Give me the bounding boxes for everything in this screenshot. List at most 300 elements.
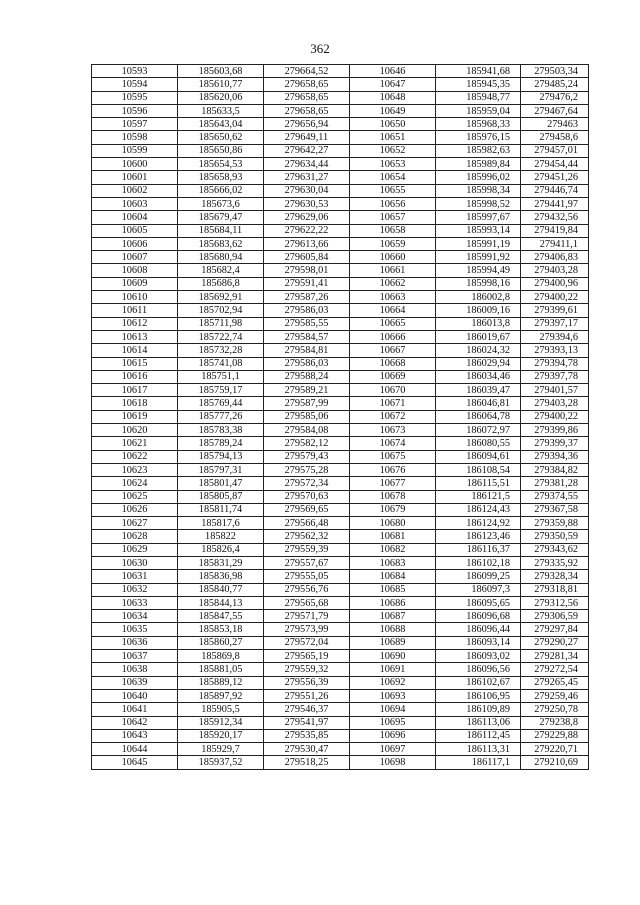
point-number-cell: 10594 [92,78,178,91]
y-coordinate-cell: 279605,84 [264,251,350,264]
y-coordinate-cell: 279556,76 [264,583,350,596]
x-coordinate-cell: 185991,19 [436,237,521,250]
point-number-cell: 10697 [350,743,436,756]
x-coordinate-cell: 185769,44 [178,397,264,410]
table-row [92,330,589,343]
x-coordinate-cell: 185692,91 [178,291,264,304]
y-coordinate-cell: 279350,59 [521,530,589,543]
x-coordinate-cell: 186099,25 [436,570,521,583]
x-coordinate-cell: 185722,74 [178,330,264,343]
point-number-cell: 10670 [350,384,436,397]
page-number: 362 [310,41,330,56]
table-row [92,729,589,742]
x-coordinate-cell: 185801,47 [178,477,264,490]
y-coordinate-cell: 279359,88 [521,517,589,530]
x-coordinate-cell: 185673,6 [178,197,264,210]
table-row [92,410,589,423]
x-coordinate-cell: 185948,77 [436,91,521,104]
point-number-cell: 10641 [92,703,178,716]
y-coordinate-cell: 279535,85 [264,729,350,742]
point-number-cell: 10659 [350,237,436,250]
table-row [92,277,589,290]
y-coordinate-cell: 279565,68 [264,596,350,609]
x-coordinate-cell: 186039,47 [436,384,521,397]
x-coordinate-cell: 186102,18 [436,556,521,569]
x-coordinate-cell: 186117,1 [436,756,521,769]
point-number-cell: 10660 [350,251,436,264]
coordinates-table-body [92,65,589,770]
point-number-cell: 10607 [92,251,178,264]
x-coordinate-cell: 185683,62 [178,237,264,250]
point-number-cell: 10612 [92,317,178,330]
table-row [92,424,589,437]
point-number-cell: 10685 [350,583,436,596]
table-row [92,703,589,716]
y-coordinate-cell: 279664,52 [264,65,350,78]
point-number-cell: 10639 [92,676,178,689]
point-number-cell: 10593 [92,65,178,78]
table-row [92,610,589,623]
point-number-cell: 10614 [92,344,178,357]
x-coordinate-cell: 185811,74 [178,503,264,516]
x-coordinate-cell: 185702,94 [178,304,264,317]
y-coordinate-cell: 279569,65 [264,503,350,516]
point-number-cell: 10642 [92,716,178,729]
y-coordinate-cell: 279210,69 [521,756,589,769]
table-row [92,570,589,583]
x-coordinate-cell: 186106,95 [436,689,521,702]
point-number-cell: 10674 [350,437,436,450]
x-coordinate-cell: 185998,16 [436,277,521,290]
table-row [92,689,589,702]
table-row [92,756,589,769]
y-coordinate-cell: 279335,92 [521,556,589,569]
table-row [92,317,589,330]
y-coordinate-cell: 279551,26 [264,689,350,702]
table-row [92,251,589,264]
x-coordinate-cell: 185682,4 [178,264,264,277]
table-row [92,158,589,171]
table-row [92,530,589,543]
y-coordinate-cell: 279446,74 [521,184,589,197]
x-coordinate-cell: 185912,34 [178,716,264,729]
y-coordinate-cell: 279630,04 [264,184,350,197]
table-row [92,663,589,676]
x-coordinate-cell: 185989,84 [436,158,521,171]
y-coordinate-cell: 279250,78 [521,703,589,716]
point-number-cell: 10654 [350,171,436,184]
x-coordinate-cell: 185847,55 [178,610,264,623]
x-coordinate-cell: 185993,14 [436,224,521,237]
point-number-cell: 10634 [92,610,178,623]
y-coordinate-cell: 279566,48 [264,517,350,530]
point-number-cell: 10696 [350,729,436,742]
y-coordinate-cell: 279451,26 [521,171,589,184]
x-coordinate-cell: 185929,7 [178,743,264,756]
y-coordinate-cell: 279589,21 [264,384,350,397]
y-coordinate-cell: 279406,83 [521,251,589,264]
x-coordinate-cell: 185994,49 [436,264,521,277]
point-number-cell: 10602 [92,184,178,197]
x-coordinate-cell: 186113,31 [436,743,521,756]
x-coordinate-cell: 186123,46 [436,530,521,543]
point-number-cell: 10683 [350,556,436,569]
point-number-cell: 10598 [92,131,178,144]
x-coordinate-cell: 186094,61 [436,450,521,463]
x-coordinate-cell: 185783,38 [178,424,264,437]
x-coordinate-cell: 186093,14 [436,636,521,649]
table-row [92,78,589,91]
table-row [92,184,589,197]
point-number-cell: 10693 [350,689,436,702]
point-number-cell: 10689 [350,636,436,649]
point-number-cell: 10611 [92,304,178,317]
y-coordinate-cell: 279399,61 [521,304,589,317]
x-coordinate-cell: 186096,44 [436,623,521,636]
point-number-cell: 10688 [350,623,436,636]
point-number-cell: 10671 [350,397,436,410]
x-coordinate-cell: 186034,46 [436,370,521,383]
table-row [92,304,589,317]
y-coordinate-cell: 279658,65 [264,104,350,117]
point-number-cell: 10627 [92,517,178,530]
x-coordinate-cell: 185853,18 [178,623,264,636]
point-number-cell: 10684 [350,570,436,583]
x-coordinate-cell: 186097,3 [436,583,521,596]
y-coordinate-cell: 279586,03 [264,304,350,317]
point-number-cell: 10630 [92,556,178,569]
x-coordinate-cell: 185797,31 [178,463,264,476]
x-coordinate-cell: 185982,63 [436,144,521,157]
x-coordinate-cell: 185751,1 [178,370,264,383]
y-coordinate-cell: 279476,2 [521,91,589,104]
point-number-cell: 10698 [350,756,436,769]
point-number-cell: 10632 [92,583,178,596]
table-row [92,556,589,569]
x-coordinate-cell: 186024,32 [436,344,521,357]
point-number-cell: 10656 [350,197,436,210]
table-row [92,237,589,250]
x-coordinate-cell: 185684,11 [178,224,264,237]
x-coordinate-cell: 185869,8 [178,650,264,663]
y-coordinate-cell: 279565,19 [264,650,350,663]
point-number-cell: 10677 [350,477,436,490]
y-coordinate-cell: 279582,12 [264,437,350,450]
y-coordinate-cell: 279584,57 [264,330,350,343]
point-number-cell: 10667 [350,344,436,357]
y-coordinate-cell: 279503,34 [521,65,589,78]
point-number-cell: 10681 [350,530,436,543]
point-number-cell: 10676 [350,463,436,476]
y-coordinate-cell: 279585,55 [264,317,350,330]
point-number-cell: 10692 [350,676,436,689]
point-number-cell: 10621 [92,437,178,450]
x-coordinate-cell: 186124,92 [436,517,521,530]
y-coordinate-cell: 279259,46 [521,689,589,702]
point-number-cell: 10605 [92,224,178,237]
y-coordinate-cell: 279634,44 [264,158,350,171]
point-number-cell: 10669 [350,370,436,383]
table-row [92,370,589,383]
y-coordinate-cell: 279579,43 [264,450,350,463]
table-row [92,131,589,144]
x-coordinate-cell: 186002,8 [436,291,521,304]
x-coordinate-cell: 185679,47 [178,211,264,224]
x-coordinate-cell: 186072,97 [436,424,521,437]
point-number-cell: 10640 [92,689,178,702]
table-row [92,716,589,729]
y-coordinate-cell: 279622,22 [264,224,350,237]
y-coordinate-cell: 279467,64 [521,104,589,117]
table-row [92,118,589,131]
x-coordinate-cell: 186108,54 [436,463,521,476]
x-coordinate-cell: 186019,67 [436,330,521,343]
point-number-cell: 10643 [92,729,178,742]
point-number-cell: 10631 [92,570,178,583]
y-coordinate-cell: 279586,03 [264,357,350,370]
x-coordinate-cell: 185610,77 [178,78,264,91]
x-coordinate-cell: 185741,08 [178,357,264,370]
point-number-cell: 10673 [350,424,436,437]
x-coordinate-cell: 186093,02 [436,650,521,663]
y-coordinate-cell: 279562,32 [264,530,350,543]
point-number-cell: 10664 [350,304,436,317]
y-coordinate-cell: 279432,56 [521,211,589,224]
table-row [92,144,589,157]
y-coordinate-cell: 279541,97 [264,716,350,729]
y-coordinate-cell: 279400,22 [521,291,589,304]
point-number-cell: 10695 [350,716,436,729]
x-coordinate-cell: 185881,05 [178,663,264,676]
y-coordinate-cell: 279546,37 [264,703,350,716]
point-number-cell: 10663 [350,291,436,304]
table-row [92,623,589,636]
table-row [92,91,589,104]
point-number-cell: 10647 [350,78,436,91]
table-row [92,291,589,304]
x-coordinate-cell: 185658,93 [178,171,264,184]
coordinates-table [91,64,589,770]
x-coordinate-cell: 186046,81 [436,397,521,410]
x-coordinate-cell: 185831,29 [178,556,264,569]
point-number-cell: 10637 [92,650,178,663]
y-coordinate-cell: 279559,39 [264,543,350,556]
y-coordinate-cell: 279556,39 [264,676,350,689]
y-coordinate-cell: 279397,78 [521,370,589,383]
point-number-cell: 10648 [350,91,436,104]
y-coordinate-cell: 279557,67 [264,556,350,569]
y-coordinate-cell: 279318,81 [521,583,589,596]
point-number-cell: 10644 [92,743,178,756]
y-coordinate-cell: 279518,25 [264,756,350,769]
x-coordinate-cell: 186124,43 [436,503,521,516]
table-row [92,676,589,689]
point-number-cell: 10633 [92,596,178,609]
y-coordinate-cell: 279374,55 [521,490,589,503]
y-coordinate-cell: 279441,97 [521,197,589,210]
x-coordinate-cell: 186109,89 [436,703,521,716]
x-coordinate-cell: 185991,92 [436,251,521,264]
y-coordinate-cell: 279485,24 [521,78,589,91]
point-number-cell: 10622 [92,450,178,463]
point-number-cell: 10628 [92,530,178,543]
y-coordinate-cell: 279401,57 [521,384,589,397]
point-number-cell: 10603 [92,197,178,210]
point-number-cell: 10624 [92,477,178,490]
y-coordinate-cell: 279457,01 [521,144,589,157]
x-coordinate-cell: 185959,04 [436,104,521,117]
point-number-cell: 10686 [350,596,436,609]
y-coordinate-cell: 279570,63 [264,490,350,503]
point-number-cell: 10672 [350,410,436,423]
point-number-cell: 10618 [92,397,178,410]
point-number-cell: 10613 [92,330,178,343]
point-number-cell: 10655 [350,184,436,197]
x-coordinate-cell: 185897,92 [178,689,264,702]
x-coordinate-cell: 185889,12 [178,676,264,689]
x-coordinate-cell: 186116,37 [436,543,521,556]
y-coordinate-cell: 279559,32 [264,663,350,676]
x-coordinate-cell: 185937,52 [178,756,264,769]
table-row [92,636,589,649]
y-coordinate-cell: 279312,56 [521,596,589,609]
x-coordinate-cell: 186009,16 [436,304,521,317]
y-coordinate-cell: 279584,08 [264,424,350,437]
x-coordinate-cell: 186029,94 [436,357,521,370]
y-coordinate-cell: 279229,88 [521,729,589,742]
point-number-cell: 10649 [350,104,436,117]
x-coordinate-cell: 185920,17 [178,729,264,742]
y-coordinate-cell: 279419,84 [521,224,589,237]
x-coordinate-cell: 186013,8 [436,317,521,330]
point-number-cell: 10623 [92,463,178,476]
x-coordinate-cell: 185997,67 [436,211,521,224]
y-coordinate-cell: 279397,17 [521,317,589,330]
x-coordinate-cell: 186113,06 [436,716,521,729]
table-row [92,517,589,530]
point-number-cell: 10596 [92,104,178,117]
y-coordinate-cell: 279631,27 [264,171,350,184]
x-coordinate-cell: 185680,94 [178,251,264,264]
x-coordinate-cell: 185732,28 [178,344,264,357]
y-coordinate-cell: 279394,78 [521,357,589,370]
table-row [92,463,589,476]
y-coordinate-cell: 279399,37 [521,437,589,450]
point-number-cell: 10597 [92,118,178,131]
table-row [92,397,589,410]
point-number-cell: 10646 [350,65,436,78]
y-coordinate-cell: 279343,62 [521,543,589,556]
point-number-cell: 10638 [92,663,178,676]
table-row [92,543,589,556]
point-number-cell: 10680 [350,517,436,530]
x-coordinate-cell: 185860,27 [178,636,264,649]
point-number-cell: 10651 [350,131,436,144]
table-row [92,490,589,503]
table-row [92,384,589,397]
point-number-cell: 10635 [92,623,178,636]
y-coordinate-cell: 279588,24 [264,370,350,383]
y-coordinate-cell: 279238,8 [521,716,589,729]
table-row [92,344,589,357]
point-number-cell: 10679 [350,503,436,516]
y-coordinate-cell: 279272,54 [521,663,589,676]
point-number-cell: 10682 [350,543,436,556]
point-number-cell: 10601 [92,171,178,184]
x-coordinate-cell: 185968,33 [436,118,521,131]
table-row [92,596,589,609]
x-coordinate-cell: 186095,65 [436,596,521,609]
y-coordinate-cell: 279642,27 [264,144,350,157]
y-coordinate-cell: 279220,71 [521,743,589,756]
point-number-cell: 10668 [350,357,436,370]
y-coordinate-cell: 279573,99 [264,623,350,636]
point-number-cell: 10609 [92,277,178,290]
point-number-cell: 10691 [350,663,436,676]
table-row [92,104,589,117]
table-row [92,264,589,277]
table-row [92,211,589,224]
y-coordinate-cell: 279399,86 [521,424,589,437]
y-coordinate-cell: 279585,06 [264,410,350,423]
y-coordinate-cell: 279265,45 [521,676,589,689]
point-number-cell: 10610 [92,291,178,304]
point-number-cell: 10608 [92,264,178,277]
x-coordinate-cell: 186080,55 [436,437,521,450]
x-coordinate-cell: 185789,24 [178,437,264,450]
point-number-cell: 10619 [92,410,178,423]
point-number-cell: 10629 [92,543,178,556]
x-coordinate-cell: 185976,15 [436,131,521,144]
point-number-cell: 10658 [350,224,436,237]
point-number-cell: 10615 [92,357,178,370]
table-row [92,224,589,237]
x-coordinate-cell: 185759,17 [178,384,264,397]
point-number-cell: 10690 [350,650,436,663]
x-coordinate-cell: 185996,02 [436,171,521,184]
point-number-cell: 10675 [350,450,436,463]
y-coordinate-cell: 279591,41 [264,277,350,290]
point-number-cell: 10616 [92,370,178,383]
y-coordinate-cell: 279530,47 [264,743,350,756]
point-number-cell: 10617 [92,384,178,397]
table-row [92,197,589,210]
point-number-cell: 10678 [350,490,436,503]
x-coordinate-cell: 185840,77 [178,583,264,596]
x-coordinate-cell: 186096,56 [436,663,521,676]
x-coordinate-cell: 186096,68 [436,610,521,623]
table-row [92,503,589,516]
x-coordinate-cell: 185603,68 [178,65,264,78]
y-coordinate-cell: 279393,13 [521,344,589,357]
point-number-cell: 10662 [350,277,436,290]
x-coordinate-cell: 185633,5 [178,104,264,117]
y-coordinate-cell: 279584,81 [264,344,350,357]
x-coordinate-cell: 185822 [178,530,264,543]
table-row [92,357,589,370]
y-coordinate-cell: 279575,28 [264,463,350,476]
y-coordinate-cell: 279394,36 [521,450,589,463]
point-number-cell: 10620 [92,424,178,437]
x-coordinate-cell: 186102,67 [436,676,521,689]
x-coordinate-cell: 185686,8 [178,277,264,290]
y-coordinate-cell: 279384,82 [521,463,589,476]
point-number-cell: 10653 [350,158,436,171]
y-coordinate-cell: 279328,34 [521,570,589,583]
y-coordinate-cell: 279572,04 [264,636,350,649]
y-coordinate-cell: 279297,84 [521,623,589,636]
point-number-cell: 10625 [92,490,178,503]
